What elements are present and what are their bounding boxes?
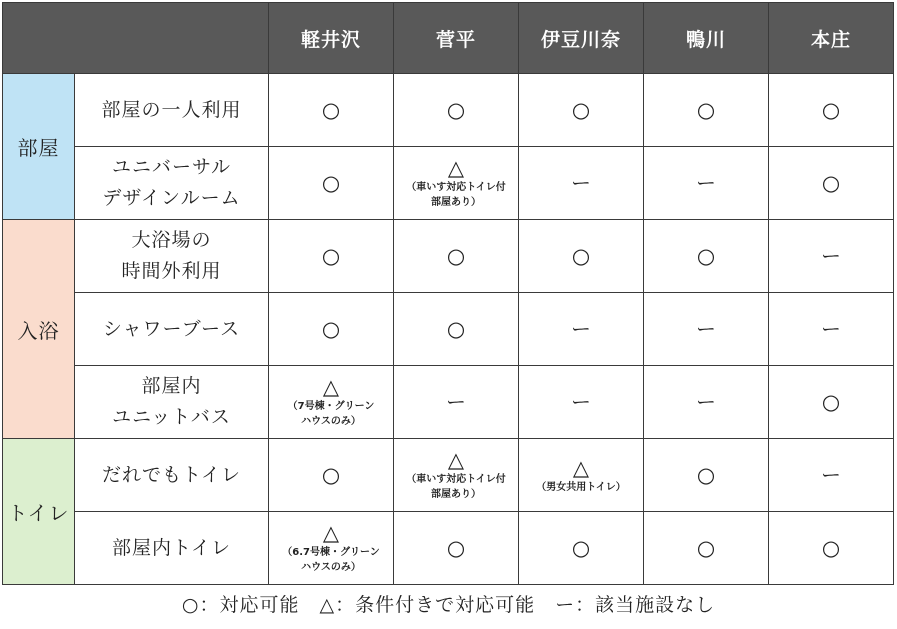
dash-mark: ー [696,171,716,195]
condition-note: （車いす対応トイレ付 [406,182,506,193]
circle-mark: ○ [321,171,341,195]
availability-cell [394,512,519,585]
availability-cell [769,74,894,147]
table-row [3,293,894,366]
table-row [3,512,894,585]
item-label-line: デザインルーム [102,187,241,209]
availability-cell [394,293,519,366]
item-cell [75,366,269,439]
header-facility: 本庄 [769,3,894,74]
circle-mark: ○ [321,244,341,268]
availability-cell [269,293,394,366]
table-row [3,220,894,293]
circle-mark: ○ [571,98,591,122]
availability-cell [644,512,769,585]
availability-cell [644,293,769,366]
condition-note: （7号棟・グリーン [287,401,375,412]
availability-cell [769,220,894,293]
triangle-mark: △ [447,448,465,472]
availability-cell [519,74,644,147]
item-cell [75,293,269,366]
item-label-line: 時間外利用 [121,260,222,282]
circle-mark: ○ [321,463,341,487]
circle-mark: ○ [446,244,466,268]
triangle-mark: △ [322,521,340,545]
availability-cell [644,366,769,439]
condition-note: 部屋あり） [431,197,481,208]
circle-mark: ○ [821,98,841,122]
legend: ○：対応可能 △：条件付きで対応可能 ー：該当施設なし [181,594,716,616]
item-label-line: ユニバーサル [111,156,232,178]
availability-cell [644,74,769,147]
triangle-mark: △ [447,156,465,180]
item-cell [75,147,269,220]
availability-cell [519,512,644,585]
item-label-line: だれでもトイレ [101,463,242,486]
dash-mark: ー [821,317,841,341]
header-facility: 伊豆川奈 [519,3,644,74]
item-cell [75,220,269,293]
availability-cell [519,147,644,220]
availability-cell [269,74,394,147]
availability-cell [394,74,519,147]
facility-table [2,2,894,585]
table-row [3,147,894,220]
availability-cell [269,220,394,293]
availability-cell [394,366,519,439]
table-row [3,439,894,512]
circle-mark: ○ [321,317,341,341]
availability-cell [519,366,644,439]
circle-mark: ○ [696,536,716,560]
item-label-line: シャワーブース [102,317,241,340]
dash-mark: ー [696,317,716,341]
category-cell: 部屋 [3,74,75,220]
category-cell: 入浴 [3,220,75,439]
header-row [3,3,894,74]
circle-mark: ○ [321,98,341,122]
availability-cell [519,220,644,293]
dash-mark: ー [821,244,841,268]
triangle-mark: △ [572,455,590,480]
item-label-line: ユニットバス [112,406,231,428]
availability-cell [519,439,644,512]
circle-mark: ○ [696,244,716,268]
availability-cell [644,439,769,512]
triangle-mark: △ [322,375,340,399]
circle-mark: ○ [446,317,466,341]
header-facility: 軽井沢 [269,3,394,74]
item-label-line: 部屋内 [141,375,202,397]
availability-cell [644,147,769,220]
availability-cell [269,366,394,439]
circle-mark: ○ [571,536,591,560]
availability-cell [769,366,894,439]
item-label-line: 部屋の一人利用 [101,98,242,121]
category-cell: トイレ [3,439,75,585]
table-row [3,74,894,147]
availability-cell [394,220,519,293]
availability-cell [269,512,394,585]
condition-note: （男女共用トイレ） [536,481,626,493]
item-cell [75,439,269,512]
circle-mark: ○ [446,536,466,560]
condition-note: ハウスのみ） [301,416,361,427]
item-label-line: 大浴場の [131,229,212,251]
availability-cell [644,220,769,293]
availability-cell [769,512,894,585]
dash-mark: ー [821,463,841,487]
availability-cell [394,439,519,512]
circle-mark: ○ [696,463,716,487]
condition-note: （6.7号棟・グリーン [282,547,380,558]
availability-cell [269,439,394,512]
availability-cell [769,293,894,366]
dash-mark: ー [571,171,591,195]
circle-mark: ○ [821,390,841,414]
availability-cell [769,439,894,512]
header-facility: 菅平 [394,3,519,74]
item-label-line: 部屋内トイレ [111,536,232,559]
item-cell [75,74,269,147]
header-facility: 鴨川 [644,3,769,74]
dash-mark: ー [446,390,466,414]
header-corner [3,3,269,74]
condition-note: 部屋あり） [431,489,481,500]
dash-mark: ー [571,390,591,414]
circle-mark: ○ [446,98,466,122]
dash-mark: ー [571,317,591,341]
availability-cell [769,147,894,220]
condition-note: ハウスのみ） [301,562,361,573]
availability-cell [269,147,394,220]
table-row [3,366,894,439]
availability-cell [394,147,519,220]
circle-mark: ○ [571,244,591,268]
circle-mark: ○ [821,171,841,195]
dash-mark: ー [696,390,716,414]
item-cell [75,512,269,585]
circle-mark: ○ [821,536,841,560]
circle-mark: ○ [696,98,716,122]
condition-note: （車いす対応トイレ付 [406,474,506,485]
availability-cell [519,293,644,366]
